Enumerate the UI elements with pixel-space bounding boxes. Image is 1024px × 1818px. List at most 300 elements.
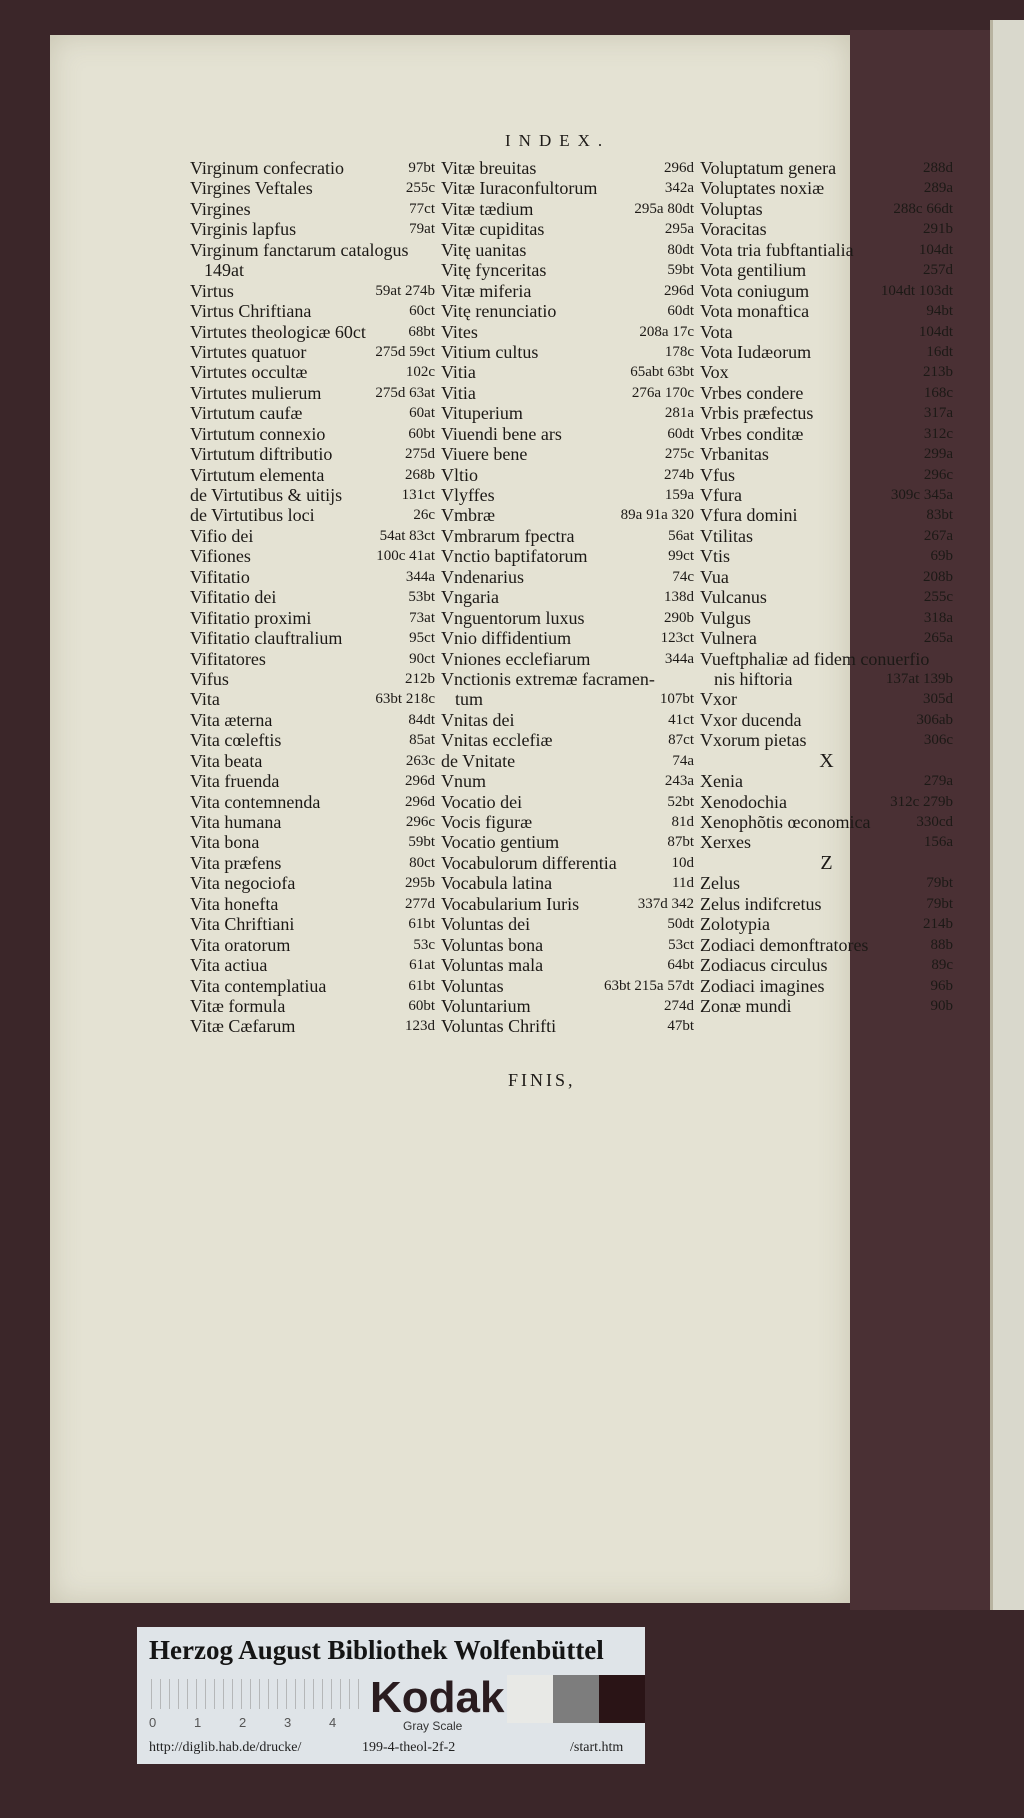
index-entry (700, 669, 953, 689)
entry-page-reference: 41ct (668, 711, 694, 728)
entry-page-reference: 291b (923, 221, 953, 238)
entry-term: Vota tria fubftantialia (700, 239, 854, 260)
index-entry (190, 689, 435, 709)
entry-term: Vrbes condere (700, 382, 804, 403)
entry-page-reference: 267a (923, 527, 953, 544)
entry-page-reference: 208b (923, 568, 953, 585)
entry-term: Zodiaci demonftratores (700, 934, 869, 955)
entry-page-reference: 89a 91a 320 (620, 507, 694, 524)
entry-term: Virgines (190, 198, 251, 219)
entry-page-reference: 274b (664, 466, 694, 483)
entry-term: Vifitatio dei (190, 587, 277, 608)
index-entry (190, 240, 435, 260)
entry-page-reference: 79bt (926, 895, 953, 912)
index-entry (441, 322, 694, 342)
kodak-logo: Kodak (370, 1673, 505, 1722)
entry-term: Vfura (700, 485, 742, 505)
index-entry (700, 689, 953, 709)
entry-term: Voluptatum genera (700, 158, 837, 178)
entry-term: Zelus (700, 873, 740, 894)
entry-page-reference: 275d (405, 446, 435, 463)
entry-term: Vitia (441, 382, 476, 403)
entry-term: de Virtutibus loci (190, 505, 315, 526)
index-column-2 (441, 158, 694, 1037)
index-entry (441, 1016, 694, 1036)
entry-term: Vita honefta (190, 893, 279, 914)
entry-page-reference: 87bt (667, 834, 694, 851)
entry-term: Vitę uanitas (441, 239, 527, 260)
index-entry (700, 771, 953, 791)
ruler-scale (151, 1679, 366, 1709)
entry-term: Vita beata (190, 750, 263, 771)
entry-term: Viuere bene (441, 444, 528, 465)
entry-page-reference: 61bt (408, 977, 435, 994)
index-entry (441, 403, 694, 423)
index-entry (190, 832, 435, 852)
index-entry (700, 812, 953, 832)
entry-term: Vitę fynceritas (441, 260, 547, 281)
entry-term: Vitæ breuitas (441, 158, 537, 178)
entry-page-reference: 213b (923, 364, 953, 381)
index-entry (441, 587, 694, 607)
entry-term: Virtutes theologicæ 60ct (190, 321, 366, 342)
index-entry (190, 567, 435, 587)
entry-term: Vota (700, 321, 733, 342)
index-entry (190, 587, 435, 607)
index-entry (190, 199, 435, 219)
entry-term: Voluptates noxiæ (700, 178, 825, 199)
index-entry (441, 873, 694, 893)
entry-page-reference: 69b (930, 548, 953, 565)
index-entry (190, 935, 435, 955)
entry-term: Vituperium (441, 403, 523, 424)
entry-page-reference: 90ct (409, 650, 435, 667)
entry-page-reference: 274d (664, 997, 694, 1014)
entry-term: Voluntarium (441, 995, 531, 1016)
index-entry (441, 832, 694, 852)
index-entry (190, 485, 435, 505)
entry-term: Vitia (441, 362, 476, 383)
entry-page-reference: 276a 170c (631, 384, 694, 401)
entry-term: Vtilitas (700, 525, 753, 546)
entry-term: Vua (700, 566, 729, 587)
index-entry (700, 567, 953, 587)
ruler-number: 3 (284, 1715, 292, 1730)
entry-term: Vita contemnenda (190, 791, 321, 812)
index-entry (441, 567, 694, 587)
entry-term: Xenophõtis œconomica (700, 812, 871, 832)
index-entry (700, 996, 953, 1016)
entry-term: Vrbes conditæ (700, 423, 804, 444)
index-entry (190, 873, 435, 893)
index-entry (190, 362, 435, 382)
index-entry (190, 219, 435, 239)
index-entry (441, 526, 694, 546)
index-entry (700, 935, 953, 955)
entry-page-reference: 53ct (668, 936, 694, 953)
entry-term: Vifitatio (190, 566, 250, 587)
index-entry (700, 465, 953, 485)
ruler-number: 1 (194, 1715, 202, 1730)
index-entry (700, 914, 953, 934)
index-entry (700, 894, 953, 914)
entry-term: Xenia (700, 771, 743, 792)
index-entry (190, 1016, 435, 1036)
index-entry (441, 669, 694, 689)
index-entry (700, 403, 953, 423)
index-entry (190, 178, 435, 198)
entry-term: Vita actiua (190, 955, 268, 976)
page-header: INDEX. (505, 131, 611, 150)
entry-term: Vxorum pietas (700, 730, 807, 751)
entry-page-reference: 10d (671, 854, 694, 871)
entry-page-reference: 47bt (667, 1018, 694, 1035)
index-entry (700, 526, 953, 546)
entry-term: Vita negociofa (190, 873, 296, 894)
index-entry (190, 976, 435, 996)
entry-page-reference: 102c (405, 364, 435, 381)
entry-term: Vlyffes (441, 485, 495, 505)
index-entry (441, 730, 694, 750)
entry-page-reference: 87ct (668, 732, 694, 749)
entry-term: Vifitatores (190, 648, 266, 669)
index-entry (441, 771, 694, 791)
entry-term: Vnctio baptifatorum (441, 546, 588, 567)
entry-page-reference: 59bt (408, 834, 435, 851)
entry-term: Vifitatio proximi (190, 607, 312, 628)
entry-term: Voluptas (700, 198, 763, 219)
entry-term: Vota gentilium (700, 260, 807, 281)
index-entry (190, 730, 435, 750)
index-entry (441, 955, 694, 975)
index-column-1 (190, 158, 435, 1037)
entry-term: Vota Iudæorum (700, 341, 812, 362)
index-entry (190, 342, 435, 362)
entry-page-reference: 104dt (918, 323, 953, 340)
entry-term: Vfura domini (700, 505, 798, 526)
index-entry (441, 546, 694, 566)
entry-page-reference: 65abt 63bt (630, 364, 694, 381)
index-entry (441, 853, 694, 873)
entry-page-reference: 60bt (408, 997, 435, 1014)
index-entry (190, 505, 435, 525)
entry-page-reference: 104dt (918, 241, 953, 258)
entry-page-reference: 330cd (916, 814, 953, 830)
entry-term: Vox (700, 362, 729, 383)
entry-page-reference: 68bt (408, 323, 435, 340)
entry-term: Vitæ miferia (441, 280, 532, 301)
index-entry (700, 383, 953, 403)
index-entry (700, 240, 953, 260)
entry-term: Vnio diffidentium (441, 628, 572, 649)
entry-term: Vmbræ (441, 505, 495, 526)
index-entry (190, 301, 435, 321)
entry-page-reference: 83bt (926, 507, 953, 524)
index-entry (190, 894, 435, 914)
entry-page-reference: 100c 41at (376, 548, 435, 565)
entry-term: Vifio dei (190, 525, 254, 546)
index-entry (441, 444, 694, 464)
entry-page-reference: 104dt 103dt (880, 282, 953, 299)
entry-page-reference: 64bt (667, 957, 694, 974)
entry-page-reference: 295a (664, 221, 694, 238)
entry-page-reference: 63bt 215a 57dt (604, 977, 694, 994)
entry-page-reference: 16dt (926, 343, 953, 360)
entry-page-reference: 123ct (660, 630, 694, 647)
entry-term: Vita (190, 689, 220, 710)
entry-page-reference: 275d 63at (375, 384, 435, 401)
entry-term: Virginis lapfus (190, 219, 297, 240)
index-entry (441, 608, 694, 628)
gray-swatch-dark (599, 1675, 645, 1723)
entry-term: Virtutum caufæ (190, 403, 303, 424)
index-entry (700, 281, 953, 301)
index-entry (441, 301, 694, 321)
entry-term: Vitium cultus (441, 341, 539, 362)
entry-page-reference: 77ct (409, 200, 435, 217)
index-entry (700, 628, 953, 648)
entry-page-reference: 97bt (408, 160, 435, 176)
index-entry (700, 219, 953, 239)
index-entry (441, 260, 694, 280)
entry-page-reference: 89c (931, 957, 953, 974)
entry-term: Vulgus (700, 607, 751, 628)
index-entry (441, 689, 694, 709)
entry-page-reference: 178c (664, 343, 694, 360)
entry-term: Xenodochia (700, 791, 787, 812)
index-entry (700, 649, 953, 669)
entry-term: Vocabula latina (441, 873, 553, 894)
entry-term: Virtutes quatuor (190, 341, 307, 362)
entry-page-reference: 296d (405, 773, 435, 790)
index-entry (700, 608, 953, 628)
index-entry (441, 342, 694, 362)
entry-page-reference: 296c (923, 466, 953, 483)
index-entry (700, 260, 953, 280)
index-entry (441, 914, 694, 934)
entry-page-reference: 296d (664, 282, 694, 299)
entry-term: Vnguentorum luxus (441, 607, 585, 628)
entry-page-reference: 296c (405, 814, 435, 830)
library-name: Herzog August Bibliothek Wolfenbüttel (149, 1635, 604, 1665)
index-entry (441, 894, 694, 914)
entry-term: 149at (204, 260, 244, 281)
entry-term: nis hiftoria (714, 668, 793, 689)
entry-term: de Virtutibus & uitijs (190, 485, 343, 505)
entry-term: Voluntas mala (441, 955, 544, 976)
index-entry (190, 771, 435, 791)
entry-page-reference: 279a (923, 773, 953, 790)
index-entry (441, 751, 694, 771)
entry-page-reference: 79at (409, 221, 435, 238)
entry-term: Vita oratorum (190, 934, 291, 955)
entry-term: Vocabularium Iuris (441, 893, 580, 914)
entry-term: Zelus indifcretus (700, 893, 822, 914)
index-entry (190, 649, 435, 669)
entry-page-reference: 159a (664, 487, 694, 503)
entry-page-reference: 60bt (408, 425, 435, 442)
entry-page-reference: 306c (923, 732, 953, 749)
entry-page-reference: 60dt (667, 425, 694, 442)
entry-page-reference: 131ct (401, 487, 435, 503)
entry-page-reference: 243a (664, 773, 694, 790)
entry-page-reference: 74c (672, 568, 694, 585)
url-end: /start.htm (570, 1740, 624, 1755)
entry-page-reference: 312c (923, 425, 953, 442)
index-entry (700, 873, 953, 893)
entry-page-reference: 26c (413, 507, 435, 524)
entry-term: Vita contemplatiua (190, 975, 327, 996)
entry-term: Vulcanus (700, 587, 767, 608)
entry-term: Virtus (190, 280, 234, 301)
entry-page-reference: 107bt (659, 691, 694, 708)
index-entry (441, 976, 694, 996)
letter-heading (700, 853, 953, 873)
entry-term: Vota monaftica (700, 301, 810, 322)
index-entry (190, 526, 435, 546)
entry-term: Vniones ecclefiarum (441, 648, 591, 669)
entry-term: Vocabulorum differentia (441, 852, 617, 873)
entry-term: Vngaria (441, 587, 499, 608)
facing-page-edge (990, 20, 1024, 1610)
entry-page-reference: 81d (671, 814, 694, 830)
index-entry (190, 403, 435, 423)
entry-page-reference: 52bt (667, 793, 694, 810)
entry-page-reference: 85at (409, 732, 435, 749)
entry-page-reference: 275c (664, 446, 694, 463)
entry-term: Vitæ Iuraconfultorum (441, 178, 598, 199)
entry-page-reference: 296d (664, 160, 694, 176)
shelfmark: 199-4-theol-2f-2 (362, 1740, 456, 1755)
entry-term: Virtutum connexio (190, 423, 326, 444)
entry-term: Vocatio dei (441, 791, 523, 812)
index-entry (441, 281, 694, 301)
entry-term: tum (455, 689, 484, 710)
entry-term: Vifus (190, 668, 229, 689)
index-entry (190, 465, 435, 485)
url-base: http://diglib.hab.de/drucke/ (149, 1740, 302, 1755)
entry-term: Virtutum diftributio (190, 444, 333, 465)
entry-term: Vita fruenda (190, 771, 280, 792)
index-entry (190, 281, 435, 301)
entry-page-reference: 50dt (667, 916, 694, 933)
entry-page-reference: 80ct (409, 854, 435, 871)
entry-term: Vita bona (190, 832, 260, 853)
index-entry (190, 751, 435, 771)
entry-term: Virginum confecratio (190, 158, 345, 178)
index-entry (700, 178, 953, 198)
entry-page-reference: 268b (405, 466, 435, 483)
entry-page-reference: 96b (930, 977, 953, 994)
entry-term: Vrbanitas (700, 444, 769, 465)
index-entry (700, 199, 953, 219)
entry-page-reference: 275d 59ct (375, 343, 435, 360)
index-entry (441, 628, 694, 648)
index-entry (190, 710, 435, 730)
entry-term: Vocis figuræ (441, 812, 533, 832)
index-entry (700, 342, 953, 362)
entry-term: Vifitatio clauftralium (190, 628, 343, 649)
index-entry (190, 628, 435, 648)
entry-term: Voluntas Chrifti (441, 1016, 557, 1037)
entry-term: Vifiones (190, 546, 251, 567)
index-entry (700, 955, 953, 975)
entry-term: Voluntas bona (441, 934, 544, 955)
entry-page-reference: 257d (923, 262, 953, 279)
ruler-number: 4 (329, 1715, 337, 1730)
gray-scale-label: Gray Scale (403, 1719, 463, 1733)
entry-term: de Vnitate (441, 750, 516, 771)
entry-term: Vnctionis extremæ facramen- (441, 668, 655, 689)
entry-page-reference: 74a (672, 752, 694, 769)
entry-term: Vitæ tædium (441, 198, 534, 219)
entry-term: Voluntas (441, 975, 504, 996)
entry-page-reference: 342a (664, 180, 694, 197)
entry-page-reference: 95ct (409, 630, 435, 647)
entry-page-reference: 99ct (668, 548, 694, 565)
index-entry (190, 812, 435, 832)
entry-term: Voluntas dei (441, 914, 531, 935)
entry-term: Vitæ cupiditas (441, 219, 545, 240)
entry-page-reference: 281a (664, 405, 694, 422)
index-entry (700, 444, 953, 464)
entry-page-reference: 289a (923, 180, 953, 197)
entry-term: Vitę renunciatio (441, 301, 557, 322)
entry-term: Vmbrarum fpectra (441, 525, 575, 546)
entry-term: Vnitas dei (441, 709, 515, 730)
entry-term: Xerxes (700, 832, 751, 853)
entry-page-reference: 295a 80dt (634, 200, 694, 217)
entry-page-reference: 60ct (409, 303, 435, 320)
entry-term: Vita cœleftis (190, 730, 282, 751)
entry-page-reference: 255c (405, 180, 435, 197)
entry-page-reference: 59bt (667, 262, 694, 279)
entry-term: Vita humana (190, 812, 282, 832)
index-entry (441, 935, 694, 955)
letter-heading (700, 751, 953, 771)
gray-swatch-light (507, 1675, 553, 1723)
index-entry (190, 955, 435, 975)
entry-term: Viuendi bene ars (441, 423, 562, 444)
index-entry (190, 260, 435, 280)
entry-term: Vites (441, 321, 478, 342)
index-entry (441, 505, 694, 525)
index-entry (441, 178, 694, 198)
index-entry (441, 240, 694, 260)
entry-page-reference: 290b (664, 609, 694, 626)
index-entry (190, 383, 435, 403)
entry-page-reference: 277d (405, 895, 435, 912)
entry-page-reference: 299a (923, 446, 953, 463)
entry-page-reference: 60dt (667, 303, 694, 320)
entry-term: Virtutum elementa (190, 464, 325, 485)
entry-page-reference: 79bt (926, 875, 953, 892)
index-entry (441, 812, 694, 832)
index-entry (190, 996, 435, 1016)
index-entry (700, 546, 953, 566)
entry-term: Vitæ Cæfarum (190, 1016, 296, 1037)
entry-page-reference: 306ab (916, 711, 953, 728)
index-entry (190, 792, 435, 812)
entry-page-reference: 265a (923, 630, 953, 647)
entry-term: Virtus Chriftiana (190, 301, 312, 322)
index-entry (190, 853, 435, 873)
index-entry (190, 322, 435, 342)
index-entry (190, 424, 435, 444)
entry-term: Virginum fanctarum catalogus (190, 239, 409, 260)
index-column-3 (700, 158, 953, 1016)
entry-page-reference: 156a (923, 834, 953, 851)
